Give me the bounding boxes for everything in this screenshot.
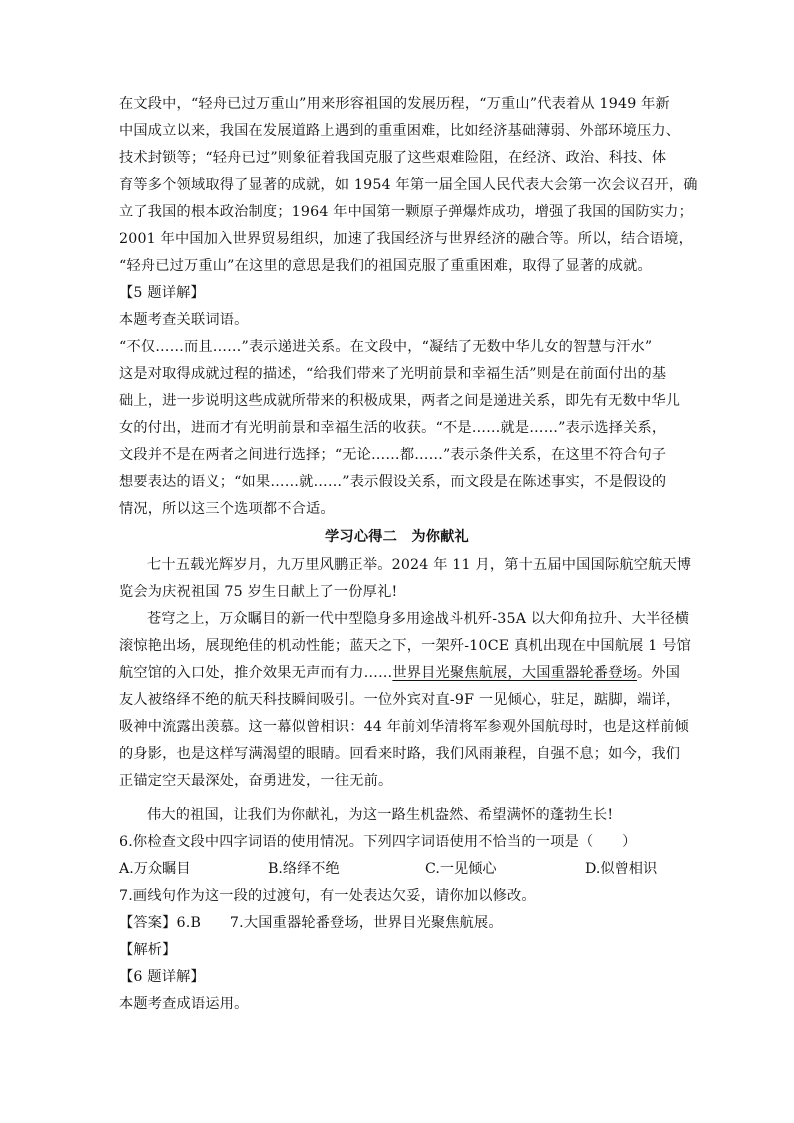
answer-line: 【答案】6.B 7.大国重器轮番登场，世界目光聚焦航展。 xyxy=(119,915,503,931)
analysis-heading: 【解析】 xyxy=(119,942,177,958)
section-heading-5: 【5 题详解】 xyxy=(119,285,205,301)
passage-line: 滚惊艳出场，展现绝佳的机动性能；蓝天之下，一架歼-10CE 真机出现在中国航展 1 号馆 xyxy=(119,638,691,654)
passage-line: 正锚定空天最深处，奋勇进发，一往无前。 xyxy=(119,773,393,789)
text-line: 文段并不是在两者之间进行选择；“无论……都……”表示条件关系，在这里不符合句子 xyxy=(119,447,667,463)
section-heading-6: 【6 题详解】 xyxy=(119,969,205,985)
passage-line: 七十五载光辉岁月，九万里风鹏正举。2024 年 11 月，第十五届中国国际航空航天博 xyxy=(147,557,692,573)
text-line: “轻舟已过万重山”在这里的意思是我们的祖国克服了重重困难，取得了显著的成就。 xyxy=(119,258,652,274)
text-line: 技术封锁等；“轻舟已过”则象征着我国克服了这些艰难险阻，在经济、政治、科技、体 xyxy=(119,150,667,166)
text-line: “不仅……而且……”表示递进关系。在文段中，“凝结了无数中华儿女的智慧与汗水” xyxy=(119,339,653,355)
text-line: 女的付出，进而才有光明前景和幸福生活的收获。“不是……就是……”表示选择关系， xyxy=(119,420,667,436)
passage-text: 。外国 xyxy=(636,665,681,681)
text-line: 立了我国的根本政治制度；1964 年中国第一颗原子弹爆炸成功，增强了我国的国防实力； xyxy=(119,204,693,220)
option-b: B.络绎不绝 xyxy=(268,861,340,877)
text-line: 2001 年中国加入世界贸易组织，加速了我国经济与世界经济的融合等。所以，结合语境， xyxy=(119,231,693,247)
text-line: 础上，进一步说明这些成就所带来的积极成果，两者之间是递进关系，即先有无数中华儿 xyxy=(119,393,681,409)
passage-line: 览会为庆祝祖国 75 岁生日献上了一份厚礼! xyxy=(119,584,398,600)
text-line: 中国成立以来，我国在发展道路上遇到的重重困难，比如经济基础薄弱、外部环境压力、 xyxy=(119,123,681,139)
passage-heading: 学习心得二 为你献礼 xyxy=(325,529,469,545)
option-a: A.万众瞩目 xyxy=(119,861,191,877)
text-line: 育等多个领域取得了显著的成就，如 1954 年第一届全国人民代表大会第一次会议召开，确 xyxy=(119,177,698,193)
question-6: 6.你检查文段中四字词语的使用情况。下列四字词语使用不恰当的一项是（ ） xyxy=(119,834,637,850)
option-c: C.一见倾心 xyxy=(425,861,497,877)
underlined-sentence: 世界目光聚焦航展，大国重器轮番登场 xyxy=(392,665,637,681)
passage-line: 友人被络绎不绝的航天科技瞬间吸引。一位外宾对直-9F 一见倾心，驻足，踮脚，端详， xyxy=(119,692,681,708)
option-d: D.似曾相识 xyxy=(585,861,658,877)
text-line: 情况，所以这三个选项都不合适。 xyxy=(119,501,335,517)
text-line: 这是对取得成就过程的描述，“给我们带来了光明前景和幸福生活”则是在前面付出的基 xyxy=(119,366,667,382)
text-line: 在文段中，“轻舟已过万重山”用来形容祖国的发展历程，“万重山”代表着从 1949 年新 xyxy=(119,96,670,112)
passage-line xyxy=(119,663,680,683)
passage-line: 的身影，也是这样写满渴望的眼睛。回看来时路，我们风雨兼程，自强不息；如今，我们 xyxy=(119,746,681,762)
text-line: 想要表达的语义；“如果……就……”表示假设关系，而文段是在陈述事实，不是假设的 xyxy=(119,474,667,490)
question-7: 7.画线句作为这一段的过渡句，有一处表达欠妥，请你加以修改。 xyxy=(119,888,536,904)
passage-text: 航空馆的入口处，推介效果无声而有力…… xyxy=(119,665,393,681)
passage-line: 吸神中流露出羡慕。这一幕似曾相识：44 年前刘华清将军参观外国航母时，也是这样前倾 xyxy=(119,719,689,735)
text-line: 本题考查关联词语。 xyxy=(119,312,249,328)
passage-line: 伟大的祖国，让我们为你献礼，为这一路生机盎然、希望满怀的蓬勃生长! xyxy=(147,807,614,823)
text-line: 本题考查成语运用。 xyxy=(119,996,249,1012)
passage-line: 苍穹之上，万众瞩目的新一代中型隐身多用途战斗机歼-35A 以大仰角拉升、大半径横 xyxy=(147,611,690,627)
